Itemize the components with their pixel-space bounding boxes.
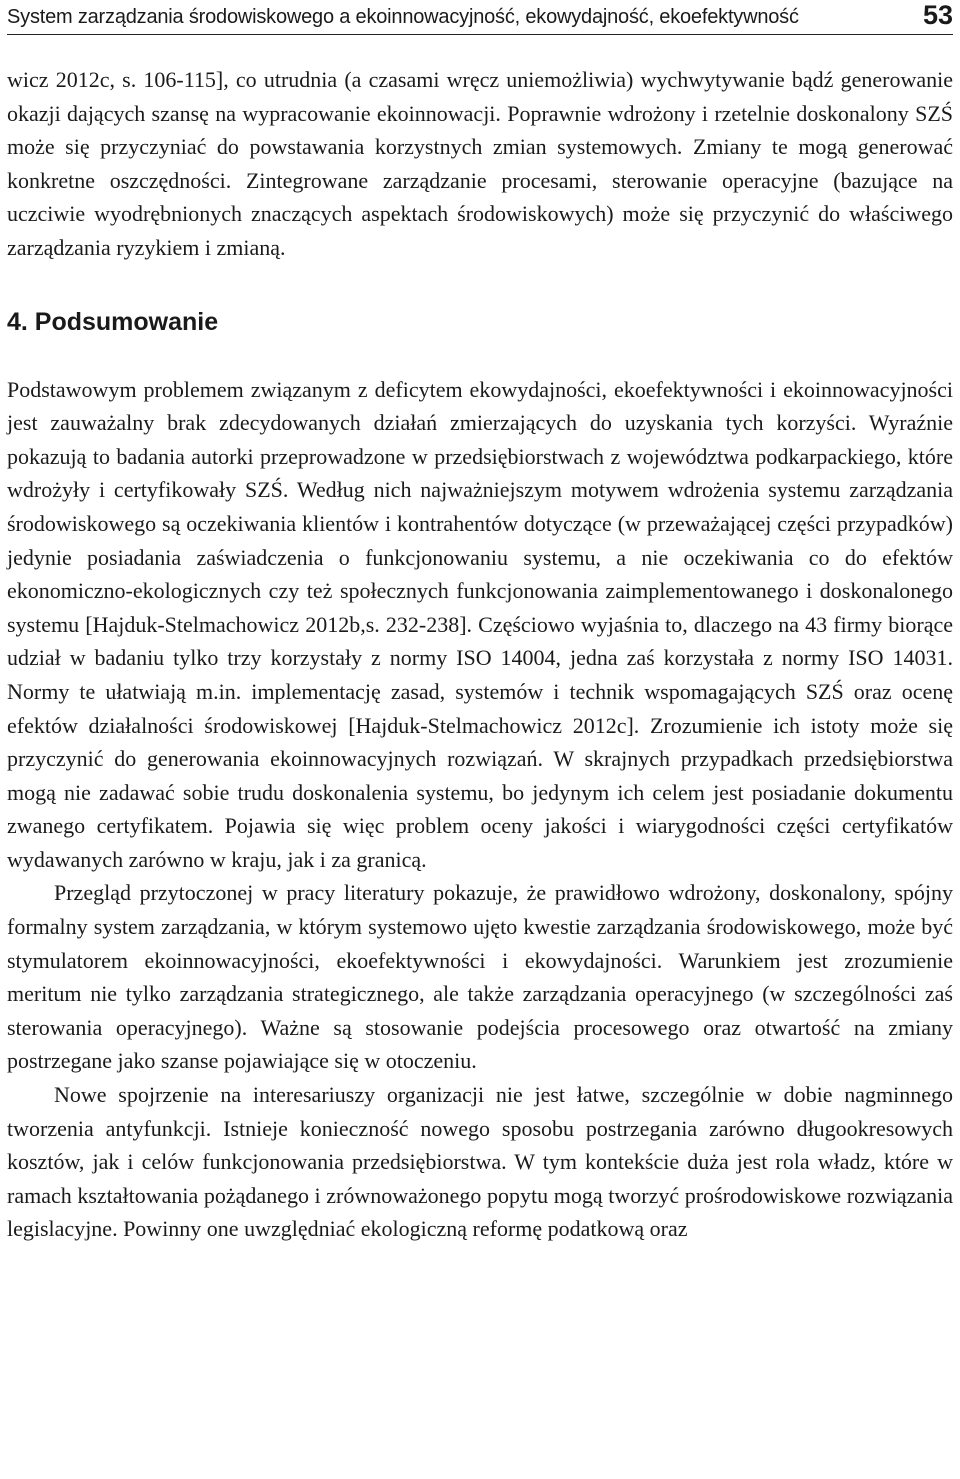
paragraph-summary-3: Nowe spojrzenie na interesariuszy organizacji nie jest łatwe, szczególnie w dobie nagminnego tworzenia antyfunkcji. Istnieje konieczność nowego sposobu postrzegania zarówno długookresowych kosztów, jak i celów funkcjonowania przedsiębiorstwa. W tym kontekście duża jest rola władz, które w ramach kształtowania pożądanego i zrównoważonego popytu mogą tworzyć prośrodowiskowe rozwiązania legislacyjne. Powinny one uwzględniać ekologiczną reformę podatkową oraz — [7, 1082, 953, 1242]
paragraph-continued: wicz 2012c, s. 106-115], co utrudnia (a czasami wręcz uniemożliwia) wychwytywanie bądź generowanie okazji dających szansę na wypracowanie ekoinnowacji. Poprawnie wdrożony i rzetelnie doskonalony SZŚ może się przyczyniać do powstawania korzystnych zmian systemowych. Zmiany te mogą generować konkretne oszczędności. Zintegrowane zarządzanie procesami, sterowanie operacyjne (bazujące na uczciwie wyodrębnionych znaczących aspektach środowiskowych) może się przyczynić do właściwego zarządzania ryzykiem i zmianą. — [7, 67, 953, 260]
paragraph-summary-2: Przegląd przytoczonej w pracy literatury pokazuje, że prawidłowo wdrożony, doskonalony, spójny formalny system zarządzania, w którym systemowo ujęto kwestie zarządzania środowiskowego, może być stymulatorem ekoinnowacyjności, ekoefektywności i ekowydajności. Warunkiem jest zrozumienie meritum nie tylko zarządzania strategicznego, ale także zarządzania operacyjnego (w szczególności zaś sterowania operacyjnego). Ważne są stosowanie podejścia procesowego oraz otwartość na zmiany postrzegane jako szanse pojawiające się w otoczeniu. — [7, 880, 953, 1074]
document-page — [7, 0, 953, 1246]
paragraph-summary-1: Podstawowym problemem związanym z deficytem ekowydajności, ekoefektywności i ekoinnowacyjności jest zauważalny brak zdecydowanych działań zmierzających do uzyskania tych korzyści. Wyraźnie pokazują to badania autorki przeprowadzone w przedsiębiorstwach z województwa podkarpackiego, które wdrożyły i certyfikowały SZŚ. Według nich najważniejszym motywem wdrożenia systemu zarządzania środowiskowego są oczekiwania klientów i kontrahentów dotyczące (w przeważającej części przypadków) jedynie posiadania zaświadczenia o funkcjonowaniu systemu, a nie oczekiwania co do efektów ekonomiczno-ekologicznych czy też społecznych funkcjonowania zaimplementowanego i doskonalonego systemu [Hajduk-Stelmachowicz 2012b,s. 232-238]. Częściowo wyjaśnia to, dlaczego na 43 firmy biorące udział w badaniu tylko trzy korzystały z normy ISO 14004, jedna zaś korzystała z normy ISO 14031. Normy te ułatwiają m.in. implementację zasad, systemów i technik wspomagających SZŚ oraz ocenę efektów działalności środowiskowej [Hajduk-Stelmachowicz 2012c]. Zrozumienie ich istoty może się przyczynić do generowania ekoinnowacyjnych rozwiązań. W skrajnych przypadkach przedsiębiorstwa mogą nie zadawać sobie trudu doskonalenia systemu, bo jedynym ich celem jest posiadanie dokumentu zwanego certyfikatem. Pojawia się więc problem oceny jakości i wiarygodności części certyfikatów wydawanych zarówno w kraju, jak i za granicą. — [7, 376, 953, 872]
page-number: 53 — [922, 0, 953, 30]
section-heading: 4. Podsumowanie — [7, 307, 219, 336]
running-title: System zarządzania środowiskowego a ekoinnowacyjność, ekowydajność, ekoefektywność — [7, 6, 799, 28]
running-header — [7, 0, 953, 35]
